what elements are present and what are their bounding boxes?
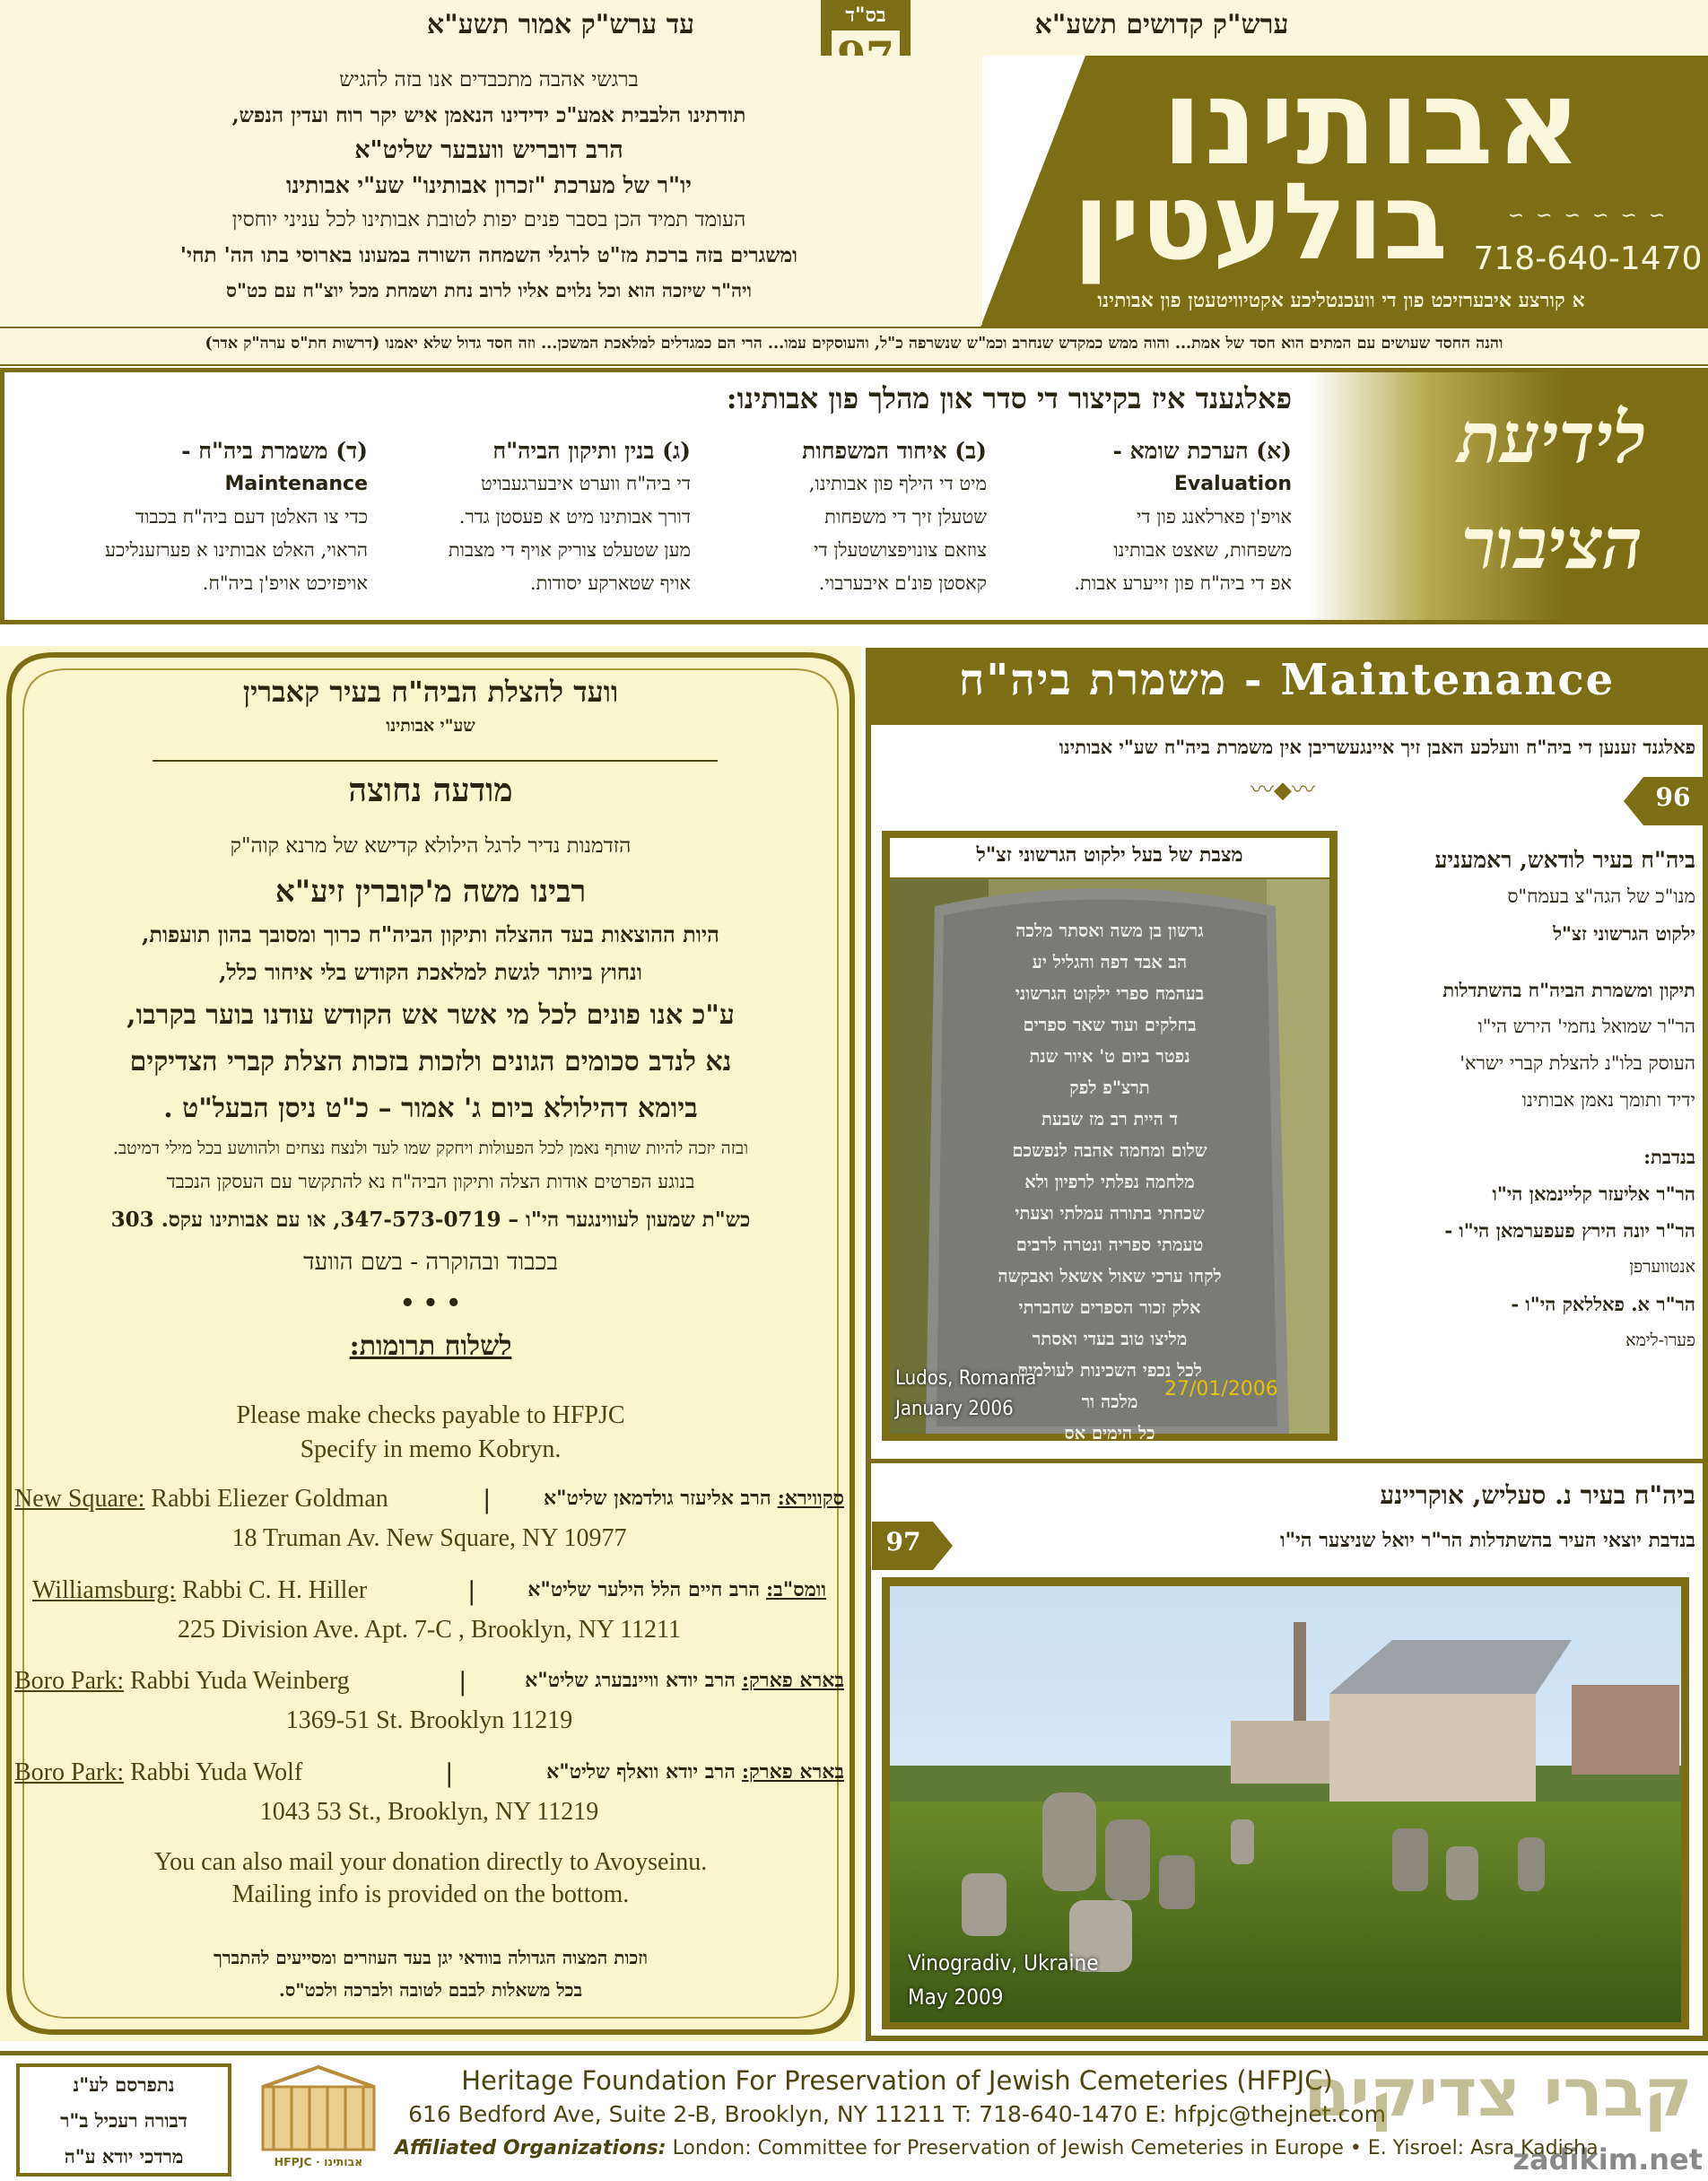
mail-line-2: Mailing info is provided on the bottom. (231, 1880, 630, 1908)
entry-96-donor: הר"ר יונה הירץ פעפערמאן הי"ו - (1444, 1219, 1695, 1242)
footer-affiliations (395, 2137, 1599, 2168)
info-col-line: שטעלן זיך די משפחות (824, 506, 987, 528)
info-col-line: מען שטעלט צוריק אויף די מצבות (448, 539, 691, 561)
info-col-line: מיט די הילף פון אבותינו, (808, 473, 987, 494)
info-col-line: אפ די ביה"ח פון זייערע אבות. (1074, 572, 1292, 594)
info-col-building (377, 434, 691, 600)
contact-heb-name: הרב יודא וואלף שליט"א (546, 1760, 736, 1784)
contact-divider: | (458, 1667, 467, 1697)
tombstone-line: אלק זכור הספרים שחברתי (1018, 1297, 1201, 1318)
entry-97-donor: בנדבת יוצאי העיר בהשתדלות הר"ר יואל שניצער הי"ו (1280, 1529, 1695, 1552)
info-col-line: משפחות, שאצט אבותינו (1113, 539, 1292, 561)
contact-en (14, 1758, 463, 1794)
kobryn-dots: • • • (400, 1290, 461, 1317)
contact-address: 1369-51 St. Brooklyn 11219 (285, 1706, 573, 1734)
kobryn-line: ובזה יזכה להיות שותף נאמן לכל הפעולות ויחקק שמו לעד ולנצח נצחים ולהוושע בכל מילי דמיטב. (112, 1138, 749, 1158)
contact-address: 225 Division Ave. Apt. 7-C , Brooklyn, NY 11211 (177, 1616, 682, 1644)
masthead-title-1: אבותינו (1161, 54, 1584, 192)
entry-96-line: הר"ר שמואל נחמי' הירש הי"ו (1477, 1016, 1695, 1037)
tombstone-line: לכל נכפי השכינות לעולמים (1017, 1360, 1202, 1381)
kobryn-line: היות ההוצאות בעד ההצלה ותיקון הביה"ח כרוך ומסובך בהון תועפות, (142, 921, 719, 947)
contact-place: Williamsburg: (32, 1576, 177, 1604)
maintenance-ornament: 〰◆〰 (1250, 777, 1315, 804)
masthead-tagline: א קורצע איבערזיכט פון די וועכנטליכע אקטיוויטעטן פון אבותינו (1097, 289, 1585, 312)
kobryn-donations-title: לשלוח תרומות: (349, 1330, 512, 1362)
entry-96-line: העוסק בלו"נ להצלת קברי ישרא' (1460, 1052, 1695, 1074)
info-col-line: אויפ'ן פארלאנג פון די (1136, 506, 1292, 528)
contact-place: Boro Park: (14, 1758, 125, 1786)
contact-divider: | (483, 1485, 492, 1514)
entry-96-donor: הר"ר א. פאללאק הי"ו - (1511, 1293, 1695, 1315)
hfpjc-logo (256, 2060, 381, 2178)
entry-96-line: מנו"כ של הגה"צ בעמח"ס (1507, 885, 1695, 907)
contact-williamsburg (14, 1576, 844, 1666)
info-col-line: אויפזיכט אויפ'ן ביה"ח. (202, 572, 368, 594)
logo-label: HFPJC · אבותינו (274, 2155, 363, 2168)
footer-watermark: zadikim.net (1512, 2142, 1703, 2177)
contact-boro-park-2 (14, 1758, 844, 1848)
contact-he (485, 1578, 844, 1614)
contact-place: New Square: (14, 1485, 145, 1513)
kobryn-line: ע"כ אנו פונים לכל מי אשר אש הקודש עודנו בוער בקרבו, (126, 999, 735, 1031)
kobryn-line: ונחוץ ביותר לגשת למלאכת הקודש בלי איחור כלל, (219, 959, 642, 985)
info-col-line: קאסטן פונ'ם איבערבוי. (818, 572, 987, 594)
kobryn-body (18, 825, 843, 1369)
dedication-line: ברגשי אהבה מתכבדים אנו בזה להגיש (339, 68, 639, 92)
entry-96-text (1346, 842, 1695, 1359)
contact-divider: | (445, 1758, 454, 1788)
info-col-heading: (ג) בנין ותיקון הביה"ח (492, 438, 691, 464)
tombstone-line: בעהמח ספרי ילקוט הגרשוני (1015, 983, 1205, 1004)
entry-97-cemetery: ביה"ח בעיר נ. סעליש, אוקריינע (1380, 1480, 1695, 1510)
contact-he (463, 1760, 844, 1796)
info-col-line: הראוי, האלט אבותינו א פערזענליכע (105, 539, 368, 561)
info-col-line: צוזאם צונויפצושטעלן די (814, 539, 987, 561)
contact-heb-place: בארא פארק: (741, 1669, 844, 1692)
public-info-intro: פאלגענד איז בקיצור די סדר און מהלך פון אבותינו: (726, 381, 1292, 415)
info-col-line: כדי צו האלטן דעם ביה"ח בכבוד (135, 506, 368, 528)
info-col-families (700, 434, 987, 600)
blessing-line-1: וזכות המצוה הגדולה בוודאי יגן בעד העוזרים ומסייעים להתברך (213, 1947, 649, 1968)
entry-96-photo (890, 879, 1329, 1444)
tombstone-line: מלכה ור (1081, 1391, 1138, 1412)
kobryn-line: נא לנדב סכומים הגונים ולזכות בזכות הצלת קברי הצדיקים (129, 1046, 732, 1077)
info-col-heading: (ב) איחוד המשפחות (802, 438, 987, 464)
contact-new-square (14, 1485, 844, 1575)
footer-address: 616 Bedford Ave, Suite 2-B, Brooklyn, NY 11211 T: 718-640-1470 E: hfpjc@thejnet.com (408, 2101, 1386, 2127)
footer-sponsor (20, 2067, 228, 2175)
contact-name: Rabbi Eliezer Goldman (151, 1485, 388, 1513)
kobryn-committee-sub: שע"י אבותינו (386, 716, 475, 736)
info-col-sub: Evaluation (1173, 473, 1292, 495)
kobryn-rebbe-name: רבינו משה מ'קוברין זיע"א (274, 874, 587, 910)
entry-96-line: בנדבת: (1643, 1146, 1695, 1168)
info-col-line: די ביה"ח ווערט איבערגעבויט (481, 473, 691, 494)
info-col-heading: (א) הערכת שומא - (1112, 438, 1292, 464)
tombstone-line: שכחתי בתורה עמלתי וצעתי (1015, 1203, 1205, 1224)
kobryn-notice-title: מודעה נחוצה (348, 772, 513, 809)
top-right-label: ערש"ק קדושים תשע"א (1034, 9, 1289, 40)
masthead-phone: 718-640-1470 (1473, 240, 1703, 277)
footer-org-name: Heritage Foundation For Preservation of Jewish Cemeteries (HFPJC) (461, 2065, 1333, 2096)
dedication-line: העומד תמיד הכן בסבר פנים יפות לטובת אבותינו לכל עניני יוחסין (231, 208, 746, 231)
entry-96-photo-title: מצבת של בעל ילקוט הגרשוני זצ"ל (976, 843, 1243, 867)
contact-heb-name: הרב אליעזר גולדמאן שליט"א (543, 1487, 771, 1510)
tombstone-line: טעמתי ספריה ונטרה לרבים (1015, 1234, 1204, 1255)
dedication-line: ומשגרים בזה ברכת מז"ט לרגלי השמחה השורה במעונו בארוסי בתו הה' תחי' (179, 243, 798, 267)
entry-96-donor: הר"ר אליעזר קליינמאן הי"ו (1492, 1182, 1695, 1205)
contact-heb-name: הרב יודא וויינבערג שליט"א (525, 1669, 736, 1692)
contact-en (14, 1667, 463, 1703)
checks-line-2: Specify in memo Kobryn. (300, 1435, 562, 1463)
entry-96-cemetery: ביה"ח בעיר לודאש, ראמעניע (1434, 847, 1695, 873)
tombstone-line: מלחמה נפלתי לרפיון ולא (1024, 1172, 1195, 1192)
dedication-text (0, 63, 978, 308)
contact-he (476, 1669, 844, 1705)
info-col-line: דורך אבותינו מיט א פעסטן גדר. (458, 506, 691, 528)
contact-name: Rabbi Yuda Wolf (130, 1758, 303, 1786)
top-left-label: עד ערש"ק אמור תשע"א (426, 9, 695, 40)
checks-line-1: Please make checks payable to HFPJC (236, 1401, 625, 1429)
gate-icon (256, 2060, 381, 2153)
mail-line-1: You can also mail your donation directly to Avoyseinu. (153, 1848, 708, 1876)
entry-97-number: 97 (885, 1527, 921, 1557)
contact-he (499, 1487, 844, 1522)
entry-96-caption-2: January 2006 (895, 1398, 1014, 1420)
entry-96-line: פערו-לימא (1625, 1330, 1695, 1350)
contact-en (32, 1576, 481, 1612)
tombstone-line: כל הימים אס (1064, 1423, 1155, 1444)
info-col-maintenance (11, 434, 368, 600)
kobryn-line: בנוגע הפרטים אודות הצלה ותיקון הביה"ח נא להתקשר עם העסקן הנכבד (166, 1171, 695, 1192)
issue-bsd: בס"ד (845, 4, 886, 27)
tombstone-line: מליצו טוב בעדי ואסתר (1032, 1329, 1188, 1349)
affiliated-label: Affiliated Organizations: (395, 2137, 667, 2159)
kobryn-line: הזדמנות נדיר לרגל הילולא קדישא של מרנא קוה"ק (230, 834, 632, 858)
sponsor-line: נתפרסם לע"נ (73, 2073, 175, 2096)
contact-en (14, 1485, 499, 1521)
tombstone-line: ד היית רב מז שבעת (1041, 1109, 1178, 1130)
contact-address: 1043 53 St., Brooklyn, NY 11219 (259, 1798, 599, 1826)
contact-name: Rabbi C. H. Hiller (182, 1576, 368, 1604)
entry-96-line: תיקון ומשמרת הביה"ח בהשתדלות (1442, 979, 1695, 1001)
tombstone-line: גרשון בן משה ואסתר מלכה (1015, 920, 1204, 941)
tombstone-line: לקחו ערכי שאול אשאל ואבקשה (998, 1266, 1222, 1287)
quote-text: והנה החסד שעושים עם המתים הוא חסד של אמת... והוה ממש כמקדש שנחרב וכמ"ש שנשרפה כ"ל, והעוסקים עמו... הרי הם כמגדלים למלאכת המשכן... וזה חסד גדול שלא יאמנו (דרשות חת"ס ערה"ק אדר) (205, 335, 1503, 353)
sponsor-line: מרדכי יודא ע"ה (64, 2145, 184, 2168)
info-col-sub: Maintenance (224, 473, 368, 495)
masthead-ornament: ∽ ∽ ∽ ∽ ∽ ∽ (1507, 205, 1669, 227)
dedication-line: תודתינו הלבבית אמע"כ ידידינו הנאמן איש יקר רוח ועדין הנפש, (231, 103, 746, 127)
contact-boro-park-1 (14, 1667, 844, 1757)
affiliated-text: London: Committee for Preservation of Jewish Cemeteries in Europe • E. Yisroel: Asra Kadisha (672, 2137, 1599, 2159)
kobryn-contact-line: כש"ת שמעון לעווינגער הי"ו – 347-573-0719, או עם אבותינו עקס. 303 (110, 1208, 751, 1232)
maintenance-intro: פאלגנד זענען די ביה"ח וועלכע האבן זיך איינגעשריבן אין משמרת ביה"ח שע"י אבותינו (1059, 736, 1695, 758)
tombstone-line: נפטר ביום ט' איור שנת (1029, 1046, 1190, 1067)
public-info-title: לידיעת הציבור (1458, 397, 1646, 585)
tombstone-line: הב אבד דפה והגליל יע (1032, 952, 1188, 973)
tombstone-line: תרצ"פ לפק (1069, 1077, 1150, 1098)
kobryn-signature: בכבוד ובהוקרה - בשם הוועד (303, 1249, 558, 1276)
entry-97-photo (890, 1586, 1681, 2022)
entry-96-line: ידיד ותומך נאמן אבותינו (1521, 1089, 1695, 1111)
entry-96-caption-1: Ludos, Romania (895, 1367, 1037, 1390)
entry-96-line: ילקוט הגרשוני זצ"ל (1553, 922, 1695, 945)
entry-divider (866, 1459, 1708, 1463)
contact-divider: | (467, 1576, 476, 1606)
contact-heb-name: הרב חיים הלל הילער שליט"א (527, 1578, 760, 1601)
contact-heb-place: בארא פארק: (741, 1760, 844, 1784)
entry-97-caption-1: Vinogradiv, Ukraine (908, 1950, 1099, 1976)
kobryn-committee: וועד להצלת הביה"ח בעיר קאברין (242, 675, 619, 709)
tombstone-line: בחלקים ועוד שאר ספרים (1023, 1015, 1197, 1035)
blessing-line-2: בכל משאלות לבבם לטובה ולברכה ולכט"ס. (278, 1979, 583, 2001)
contact-name: Rabbi Yuda Weinberg (130, 1667, 350, 1695)
maintenance-title: משמרת ביה"ח - Maintenance (958, 655, 1616, 705)
entry-96-line: אנטווערפן (1629, 1257, 1695, 1277)
contact-address: 18 Truman Av. New Square, NY 10977 (231, 1524, 627, 1552)
tombstone-line: שלום ומחמה אהבה לנפשכם (1012, 1140, 1207, 1161)
entry-96-number: 96 (1655, 782, 1691, 812)
dedication-line: יו"ר של מערכת "זכרון אבותינו" שע"י אבותינו (286, 172, 692, 198)
contact-place: Boro Park: (14, 1667, 125, 1695)
kobryn-line: ביומא דהילולא ביום ג' אמור – כ"ט ניסן הבעל"ט . (163, 1093, 698, 1124)
info-col-heading: (ד) משמרת ביה"ח - (181, 438, 368, 464)
footer-hebrew-logo: קברי צדיקים (1303, 2055, 1693, 2132)
dedication-name: הרב דובריש וועבער שליט"א (354, 136, 623, 164)
contact-heb-place: סקווירא: (777, 1487, 844, 1510)
dedication-line: ויה"ר שיזכה הוא וכל נלוים אליו לרוב נחת ושמחת מכל יוצ"ח עם כט"ס (226, 279, 752, 301)
contact-heb-place: וומס"ב: (766, 1578, 826, 1601)
masthead-title-2: בולעטין (1073, 160, 1448, 284)
info-col-evaluation (996, 434, 1292, 600)
entry-97-caption-2: May 2009 (908, 1985, 1004, 2010)
entry-96-date-stamp: 27/01/2006 (1164, 1378, 1278, 1400)
sponsor-line: דבורה רעכיל ב"ר (60, 2109, 187, 2132)
info-col-line: אויף שטארקע יסודות. (529, 572, 691, 594)
